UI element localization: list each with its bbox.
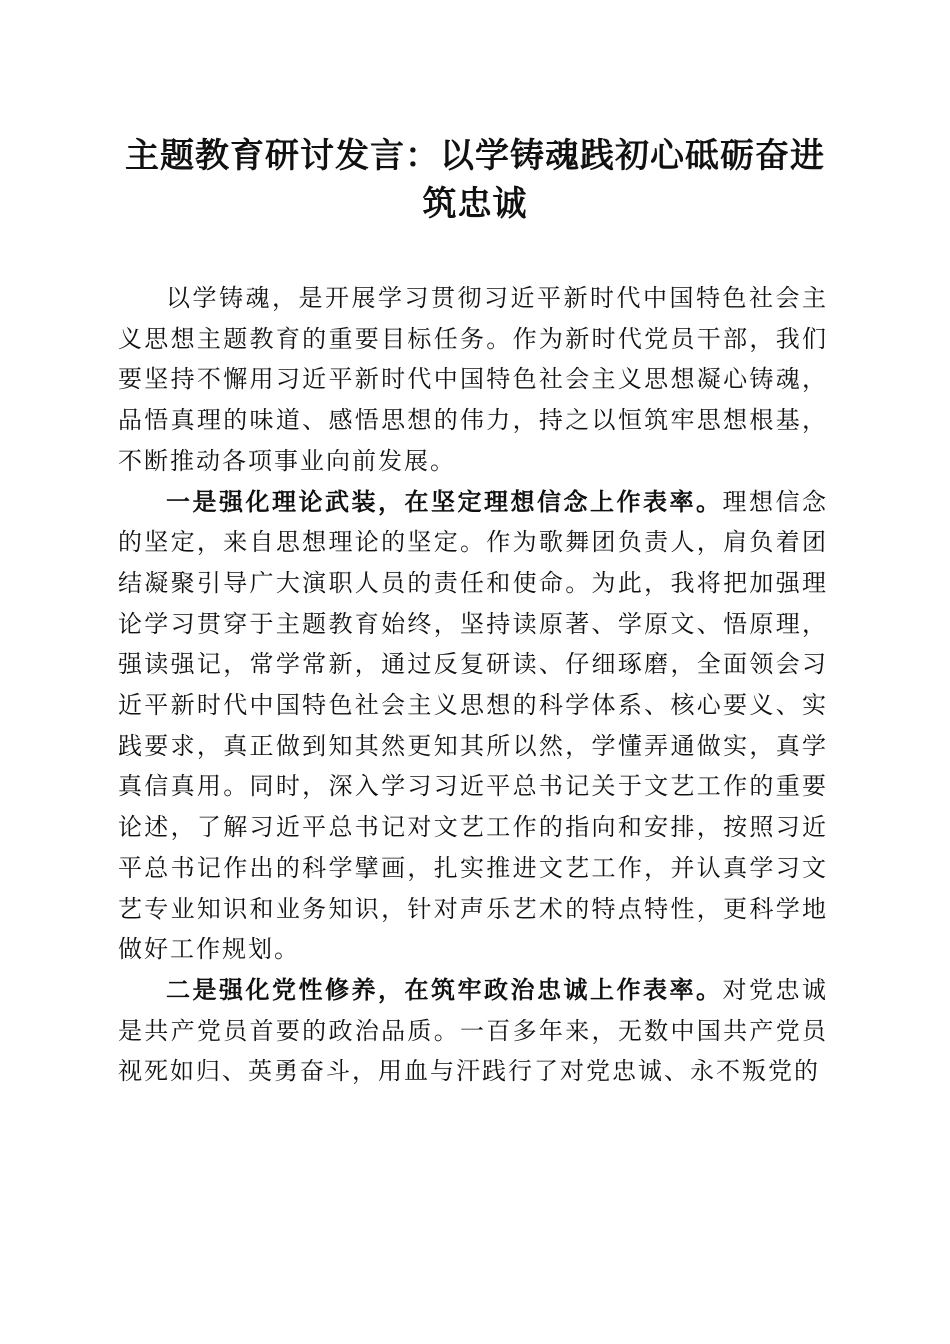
paragraph-intro (118, 278, 828, 482)
paragraph-text: 以学铸魂，是开展学习贯彻习近平新时代中国特色社会主义思想主题教育的重要目标任务。作为新时代党员干部，我们要坚持不懈用习近平新时代中国特色社会主义思想凝心铸魂，品悟真理的味道、感悟思想的伟力，持之以恒筑牢思想根基，不断推动各项事业向前发展。 (118, 284, 828, 475)
paragraph-lead: 二是强化党性修养，在筑牢政治忠诚上作表率。 (166, 974, 723, 1004)
paragraph-point-one (118, 482, 828, 970)
document-body (118, 278, 828, 1092)
paragraph-text: 理想信念的坚定，来自思想理论的坚定。作为歌舞团负责人，肩负着团结凝聚引导广大演职人员的责任和使命。为此，我将把加强理论学习贯穿于主题教育始终，坚持读原著、学原文、悟原理，强读强记，常学常新，通过反复研读、仔细琢磨，全面领会习近平新时代中国特色社会主义思想的科学体系、核心要义、实践要求，真正做到知其然更知其所以然，学懂弄通做实，真学真信真用。同时，深入学习习近平总书记关于文艺工作的重要论述，了解习近平总书记对文艺工作的指向和安排，按照习近平总书记作出的科学擘画，扎实推进文艺工作，并认真学习文艺专业知识和业务知识，针对声乐艺术的特点特性，更科学地做好工作规划。 (118, 487, 828, 964)
paragraph-text: 对党忠诚是共产党员首要的政治品质。一百多年来，无数中国共产党员视死如归、英勇奋斗，用血与汗践行了对党忠诚、永不叛党的 (118, 975, 828, 1086)
document-title-line-1: 主题教育研讨发言：以学铸魂践初心砥砺奋进 (125, 136, 825, 176)
paragraph-point-two (118, 970, 828, 1092)
document-title-line-2: 筑忠诚 (422, 184, 528, 224)
document-title (110, 132, 840, 228)
paragraph-lead: 一是强化理论武装，在坚定理想信念上作表率。 (166, 486, 723, 516)
